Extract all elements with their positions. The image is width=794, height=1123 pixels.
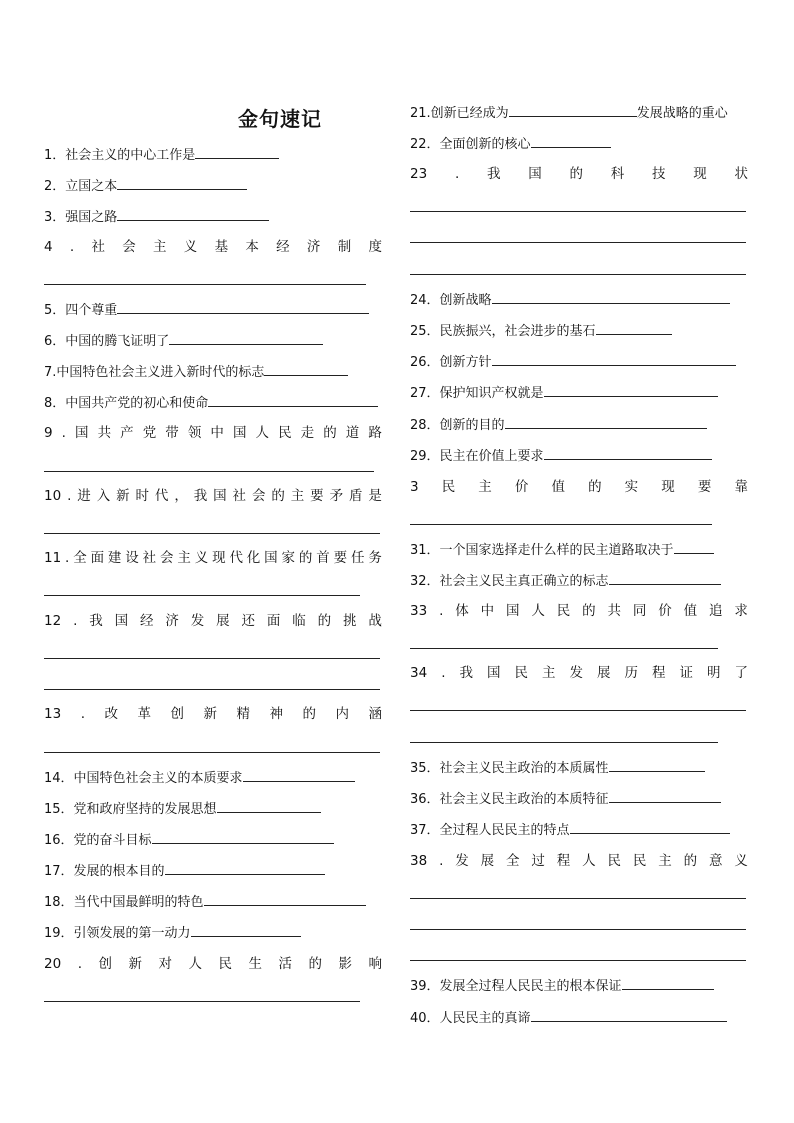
question-glyph: 民 <box>441 479 456 495</box>
question-glyph: 本 <box>245 239 259 255</box>
question-glyph: . <box>73 613 78 629</box>
question-glyph: 生 <box>248 956 262 972</box>
question-31 <box>410 541 714 559</box>
question-glyph: 13 <box>44 706 62 722</box>
question-glyph: 证 <box>679 665 693 681</box>
question-glyph: 9 <box>44 425 53 441</box>
question-glyph: 改 <box>104 706 118 722</box>
question-39 <box>410 977 714 995</box>
answer-line[interactable] <box>410 274 746 275</box>
question-28 <box>410 416 707 434</box>
question-24 <box>410 291 730 309</box>
question-32 <box>410 572 721 590</box>
question-40-text: 40．人民民主的真谛 <box>410 1011 531 1026</box>
question-glyph: 革 <box>137 706 151 722</box>
question-glyph: 23 <box>410 166 428 182</box>
question-18-text: 18．当代中国最鲜明的特色 <box>44 895 204 910</box>
answer-blank[interactable] <box>165 862 325 875</box>
question-29 <box>410 447 712 465</box>
question-glyph: 3 <box>410 479 419 495</box>
question-glyph: 追 <box>708 603 723 619</box>
question-35 <box>410 759 705 777</box>
answer-line[interactable] <box>410 742 718 743</box>
question-glyph: 现 <box>212 550 226 566</box>
question-15-text: 15．党和政府坚持的发展思想 <box>44 802 217 817</box>
answer-line[interactable] <box>410 242 746 243</box>
question-glyph: 内 <box>335 706 349 722</box>
question-glyph: 主 <box>658 853 672 869</box>
question-glyph: 民 <box>607 853 621 869</box>
question-3 <box>44 208 269 226</box>
question-12-text <box>44 613 382 629</box>
question-4-text <box>44 239 382 255</box>
question-glyph: 展 <box>216 613 230 629</box>
question-17-text: 17．发展的根本目的 <box>44 864 165 879</box>
question-glyph: 民 <box>632 853 647 869</box>
question-glyph: 济 <box>306 239 321 255</box>
question-21-text: 21.创新已经成为 <box>410 106 509 121</box>
question-glyph: 义 <box>183 239 198 255</box>
question-glyph: 济 <box>165 613 179 629</box>
question-glyph: 33 <box>410 603 428 619</box>
question-27-text: 27．保护知识产权就是 <box>410 386 544 401</box>
question-glyph: 技 <box>651 166 666 182</box>
question-glyph: 的 <box>302 706 316 722</box>
question-glyph: 新 <box>203 706 217 722</box>
question-6-text: 6．中国的腾飞证明了 <box>44 334 170 349</box>
question-glyph: 社 <box>142 550 157 566</box>
question-glyph: 历 <box>624 665 638 681</box>
question-glyph: 值 <box>683 603 698 619</box>
question-glyph: 国 <box>114 613 129 629</box>
answer-blank[interactable] <box>674 541 714 554</box>
answer-blank[interactable] <box>191 924 301 937</box>
question-glyph: 进 <box>77 488 91 504</box>
question-glyph: 义 <box>194 550 209 566</box>
answer-blank[interactable] <box>622 977 714 990</box>
question-glyph: . <box>65 550 70 566</box>
question-glyph: 盾 <box>348 488 363 504</box>
answer-blank[interactable] <box>204 893 366 906</box>
answer-line[interactable] <box>44 752 380 753</box>
question-glyph: 代 <box>154 488 169 504</box>
question-glyph: 人 <box>582 853 596 869</box>
question-glyph: 时 <box>135 488 150 504</box>
question-glyph: 38 <box>410 853 428 869</box>
question-glyph: 我 <box>486 166 501 182</box>
answer-blank[interactable] <box>609 759 705 772</box>
question-glyph: . <box>441 665 446 681</box>
answer-blank[interactable] <box>505 416 707 429</box>
question-26 <box>410 353 736 371</box>
question-glyph: . <box>439 603 444 619</box>
question-39-text: 39．发展全过程人民民主的根本保证 <box>410 979 622 994</box>
answer-line[interactable] <box>44 1001 360 1002</box>
question-21-suffix: 发展战略的重心 <box>636 106 728 121</box>
question-23-text <box>410 166 748 182</box>
question-34-text <box>410 665 748 681</box>
question-glyph: 民 <box>278 425 292 441</box>
answer-blank[interactable] <box>117 301 369 314</box>
question-glyph: 11 <box>44 550 62 566</box>
question-glyph: . <box>61 425 66 441</box>
question-glyph: 代 <box>229 550 243 566</box>
question-glyph: 临 <box>292 613 306 629</box>
question-glyph: 神 <box>269 706 283 722</box>
question-glyph: 全 <box>73 550 87 566</box>
question-glyph: 要 <box>310 488 324 504</box>
question-glyph: 的 <box>323 425 337 441</box>
question-glyph: 求 <box>734 603 748 619</box>
question-glyph: 民 <box>556 603 571 619</box>
question-14-text: 14．中国特色社会主义的本质要求 <box>44 771 243 786</box>
question-glyph: 的 <box>271 488 285 504</box>
question-glyph: 新 <box>116 488 130 504</box>
question-glyph: . <box>69 239 75 255</box>
answer-blank[interactable] <box>544 384 718 397</box>
page-title: 金句速记 <box>238 107 322 131</box>
question-40 <box>410 1009 727 1027</box>
answer-blank[interactable] <box>492 353 736 366</box>
question-17 <box>44 862 325 880</box>
question-glyph: ， <box>174 488 188 504</box>
question-glyph: 10 <box>44 488 62 504</box>
question-glyph: 还 <box>241 613 255 629</box>
question-glyph: 主 <box>478 479 492 495</box>
question-glyph: 12 <box>44 613 62 629</box>
question-glyph: 活 <box>278 956 292 972</box>
question-glyph: 要 <box>697 479 712 495</box>
question-glyph: 靠 <box>734 479 748 495</box>
question-glyph: 影 <box>338 956 352 972</box>
question-glyph: 科 <box>610 166 625 182</box>
question-36 <box>410 790 721 808</box>
question-glyph: 共 <box>607 603 621 619</box>
question-29-text: 29．民主在价值上要求 <box>410 449 544 464</box>
answer-blank[interactable] <box>152 831 334 844</box>
question-38-text <box>410 853 748 869</box>
question-16 <box>44 831 334 849</box>
question-glyph: 道 <box>345 425 360 441</box>
question-glyph: 中 <box>210 425 224 441</box>
answer-blank[interactable] <box>208 394 378 407</box>
answer-blank[interactable] <box>169 332 323 345</box>
answer-blank[interactable] <box>596 322 672 335</box>
question-28-text: 28．创新的目的 <box>410 418 505 433</box>
question-5 <box>44 301 369 319</box>
answer-line[interactable] <box>410 960 746 961</box>
question-glyph: 我 <box>89 613 103 629</box>
question-glyph: 家 <box>281 550 296 566</box>
question-glyph: 4 <box>44 239 53 255</box>
answer-blank[interactable] <box>243 769 355 782</box>
answer-line[interactable] <box>44 595 360 596</box>
question-glyph: 国 <box>232 425 247 441</box>
question-35-text: 35．社会主义民主政治的本质属性 <box>410 761 609 776</box>
question-31-text: 31．一个国家选择走什么样的民主道路取决于 <box>410 543 674 558</box>
question-16-text: 16．党的奋斗目标 <box>44 833 152 848</box>
question-glyph: 的 <box>683 853 698 869</box>
question-glyph: 现 <box>661 479 675 495</box>
question-19 <box>44 924 301 942</box>
question-glyph: 经 <box>276 239 290 255</box>
question-18 <box>44 893 366 911</box>
answer-blank[interactable] <box>217 800 321 813</box>
question-glyph: 制 <box>337 239 352 255</box>
answer-blank[interactable] <box>544 447 712 460</box>
question-glyph: 人 <box>255 425 270 441</box>
question-glyph: 主 <box>541 665 556 681</box>
question-glyph: 主 <box>290 488 305 504</box>
answer-blank[interactable] <box>117 208 269 221</box>
question-glyph: 价 <box>658 603 672 619</box>
question-glyph: 国 <box>75 425 89 441</box>
question-glyph: 民 <box>514 665 528 681</box>
question-glyph: 任 <box>350 550 365 566</box>
answer-blank[interactable] <box>609 572 721 585</box>
question-glyph: 主 <box>177 550 191 566</box>
question-15 <box>44 800 321 818</box>
answer-line[interactable] <box>410 929 746 930</box>
question-glyph: 国 <box>486 665 501 681</box>
question-33-text <box>410 603 748 619</box>
question-glyph: 全 <box>505 853 520 869</box>
answer-blank[interactable] <box>609 790 721 803</box>
question-glyph: 实 <box>624 479 639 495</box>
question-glyph: 领 <box>187 425 202 441</box>
question-glyph: 国 <box>213 488 227 504</box>
question-glyph: 民 <box>218 956 232 972</box>
question-glyph: 创 <box>170 706 184 722</box>
question-glyph: 首 <box>316 550 330 566</box>
question-glyph: 人 <box>531 603 545 619</box>
question-glyph: 发 <box>190 613 205 629</box>
question-24-text: 24．创新战略 <box>410 293 492 308</box>
question-3-text: 3．强国之路 <box>44 210 118 225</box>
question-glyph: 党 <box>142 425 157 441</box>
question-glyph: 的 <box>582 603 596 619</box>
question-glyph: . <box>439 853 444 869</box>
question-glyph: . <box>67 488 72 504</box>
question-22 <box>410 135 611 153</box>
question-20-text <box>44 956 382 972</box>
question-glyph: 价 <box>514 479 529 495</box>
answer-line[interactable] <box>410 211 746 212</box>
question-glyph: 精 <box>236 706 250 722</box>
answer-line[interactable] <box>44 284 366 285</box>
question-glyph: 的 <box>569 166 583 182</box>
question-13-text <box>44 706 382 722</box>
question-21 <box>410 104 728 122</box>
question-glyph: 中 <box>480 603 495 619</box>
question-11-text <box>44 550 382 566</box>
question-glyph: 现 <box>693 166 707 182</box>
question-glyph: 响 <box>368 956 382 972</box>
question-glyph: 对 <box>158 956 172 972</box>
question-2 <box>44 177 247 195</box>
answer-blank[interactable] <box>570 821 730 834</box>
question-glyph: 矛 <box>329 488 344 504</box>
question-glyph: 建 <box>107 550 122 566</box>
question-glyph: 涵 <box>368 706 382 722</box>
question-1-text: 1．社会主义的中心工作是 <box>44 148 196 163</box>
question-glyph: 义 <box>734 853 748 869</box>
question-22-text: 22．全面创新的核心 <box>410 137 531 152</box>
question-26-text: 26．创新方针 <box>410 355 492 370</box>
question-glyph: 务 <box>368 550 382 566</box>
question-glyph: 意 <box>708 853 723 869</box>
question-glyph: 经 <box>139 613 154 629</box>
question-glyph: 新 <box>128 956 142 972</box>
question-glyph: 会 <box>122 239 136 255</box>
question-glyph: 展 <box>480 853 495 869</box>
question-14 <box>44 769 355 787</box>
question-glyph: 度 <box>368 239 382 255</box>
answer-line[interactable] <box>410 710 746 711</box>
question-5-text: 5．四个尊重 <box>44 303 118 318</box>
question-glyph: 要 <box>333 550 348 566</box>
question-glyph: 面 <box>266 613 281 629</box>
question-glyph: 20 <box>44 956 62 972</box>
question-6 <box>44 332 323 350</box>
answer-blank[interactable] <box>531 1009 727 1022</box>
question-27 <box>410 384 718 402</box>
answer-blank[interactable] <box>195 146 279 159</box>
question-glyph: 创 <box>98 956 112 972</box>
question-25-text: 25．民族振兴，社会进步的基石 <box>410 324 596 339</box>
question-8 <box>44 394 378 412</box>
question-glyph: 面 <box>90 550 105 566</box>
answer-blank[interactable] <box>117 177 247 190</box>
answer-blank[interactable] <box>264 363 348 376</box>
question-glyph: 值 <box>551 479 565 495</box>
answer-line[interactable] <box>44 689 380 690</box>
question-glyph: 路 <box>368 425 382 441</box>
question-19-text: 19．引领发展的第一动力 <box>44 926 191 941</box>
answer-line[interactable] <box>410 524 712 525</box>
question-glyph: . <box>454 166 460 182</box>
question-glyph: 化 <box>246 550 261 566</box>
question-glyph: . <box>80 706 85 722</box>
question-glyph: 入 <box>96 488 111 504</box>
question-glyph: 程 <box>556 853 571 869</box>
question-glyph: 展 <box>596 665 611 681</box>
question-glyph: 国 <box>505 603 520 619</box>
question-glyph: 了 <box>734 665 748 681</box>
question-glyph: 发 <box>455 853 469 869</box>
question-glyph: 设 <box>125 550 139 566</box>
question-glyph: 走 <box>300 425 315 441</box>
question-10-text <box>44 488 382 504</box>
question-7-text: 7.中国特色社会主义进入新时代的标志 <box>44 365 265 380</box>
question-glyph: 产 <box>120 425 134 441</box>
question-glyph: 状 <box>734 166 748 182</box>
question-glyph: 带 <box>165 425 179 441</box>
question-glyph: 的 <box>317 613 332 629</box>
question-glyph: 战 <box>368 613 382 629</box>
question-glyph: 明 <box>706 665 721 681</box>
question-glyph: 共 <box>97 425 112 441</box>
question-2-text: 2．立国之本 <box>44 179 118 194</box>
question-1 <box>44 146 279 164</box>
question-glyph: 国 <box>528 166 542 182</box>
question-7 <box>44 363 348 381</box>
answer-blank[interactable] <box>492 291 730 304</box>
question-8-text: 8．中国共产党的初心和使命 <box>44 396 209 411</box>
question-glyph: 主 <box>153 239 167 255</box>
question-glyph: 基 <box>214 239 229 255</box>
question-glyph: 会 <box>160 550 174 566</box>
answer-line[interactable] <box>44 658 380 659</box>
question-glyph: 人 <box>188 956 202 972</box>
question-glyph: 的 <box>298 550 313 566</box>
answer-line[interactable] <box>44 471 374 472</box>
question-glyph: 会 <box>251 488 266 504</box>
question-9-text <box>44 425 382 441</box>
answer-line[interactable] <box>410 648 718 649</box>
question-glyph: 国 <box>264 550 278 566</box>
question-glyph: 挑 <box>342 613 357 629</box>
question-37-text: 37．全过程人民民主的特点 <box>410 823 570 838</box>
question-glyph: 社 <box>91 239 105 255</box>
question-36-text: 36．社会主义民主政治的本质特征 <box>410 792 609 807</box>
question-37 <box>410 821 730 839</box>
question-glyph: 的 <box>308 956 322 972</box>
question-glyph: 是 <box>368 488 382 504</box>
question-glyph: 程 <box>651 665 666 681</box>
question-30-text <box>410 479 748 495</box>
question-glyph: 过 <box>531 853 545 869</box>
question-glyph: 34 <box>410 665 428 681</box>
question-glyph: 我 <box>459 665 473 681</box>
answer-line[interactable] <box>44 533 380 534</box>
answer-blank[interactable] <box>509 104 637 117</box>
question-25 <box>410 322 672 340</box>
answer-line[interactable] <box>410 898 746 899</box>
answer-blank[interactable] <box>531 135 611 148</box>
question-glyph: 我 <box>193 488 208 504</box>
question-glyph: 同 <box>632 603 647 619</box>
question-glyph: 的 <box>588 479 602 495</box>
question-glyph: 发 <box>569 665 583 681</box>
question-glyph: . <box>77 956 82 972</box>
question-glyph: 社 <box>232 488 247 504</box>
question-glyph: 体 <box>455 603 469 619</box>
question-32-text: 32．社会主义民主真正确立的标志 <box>410 574 609 589</box>
